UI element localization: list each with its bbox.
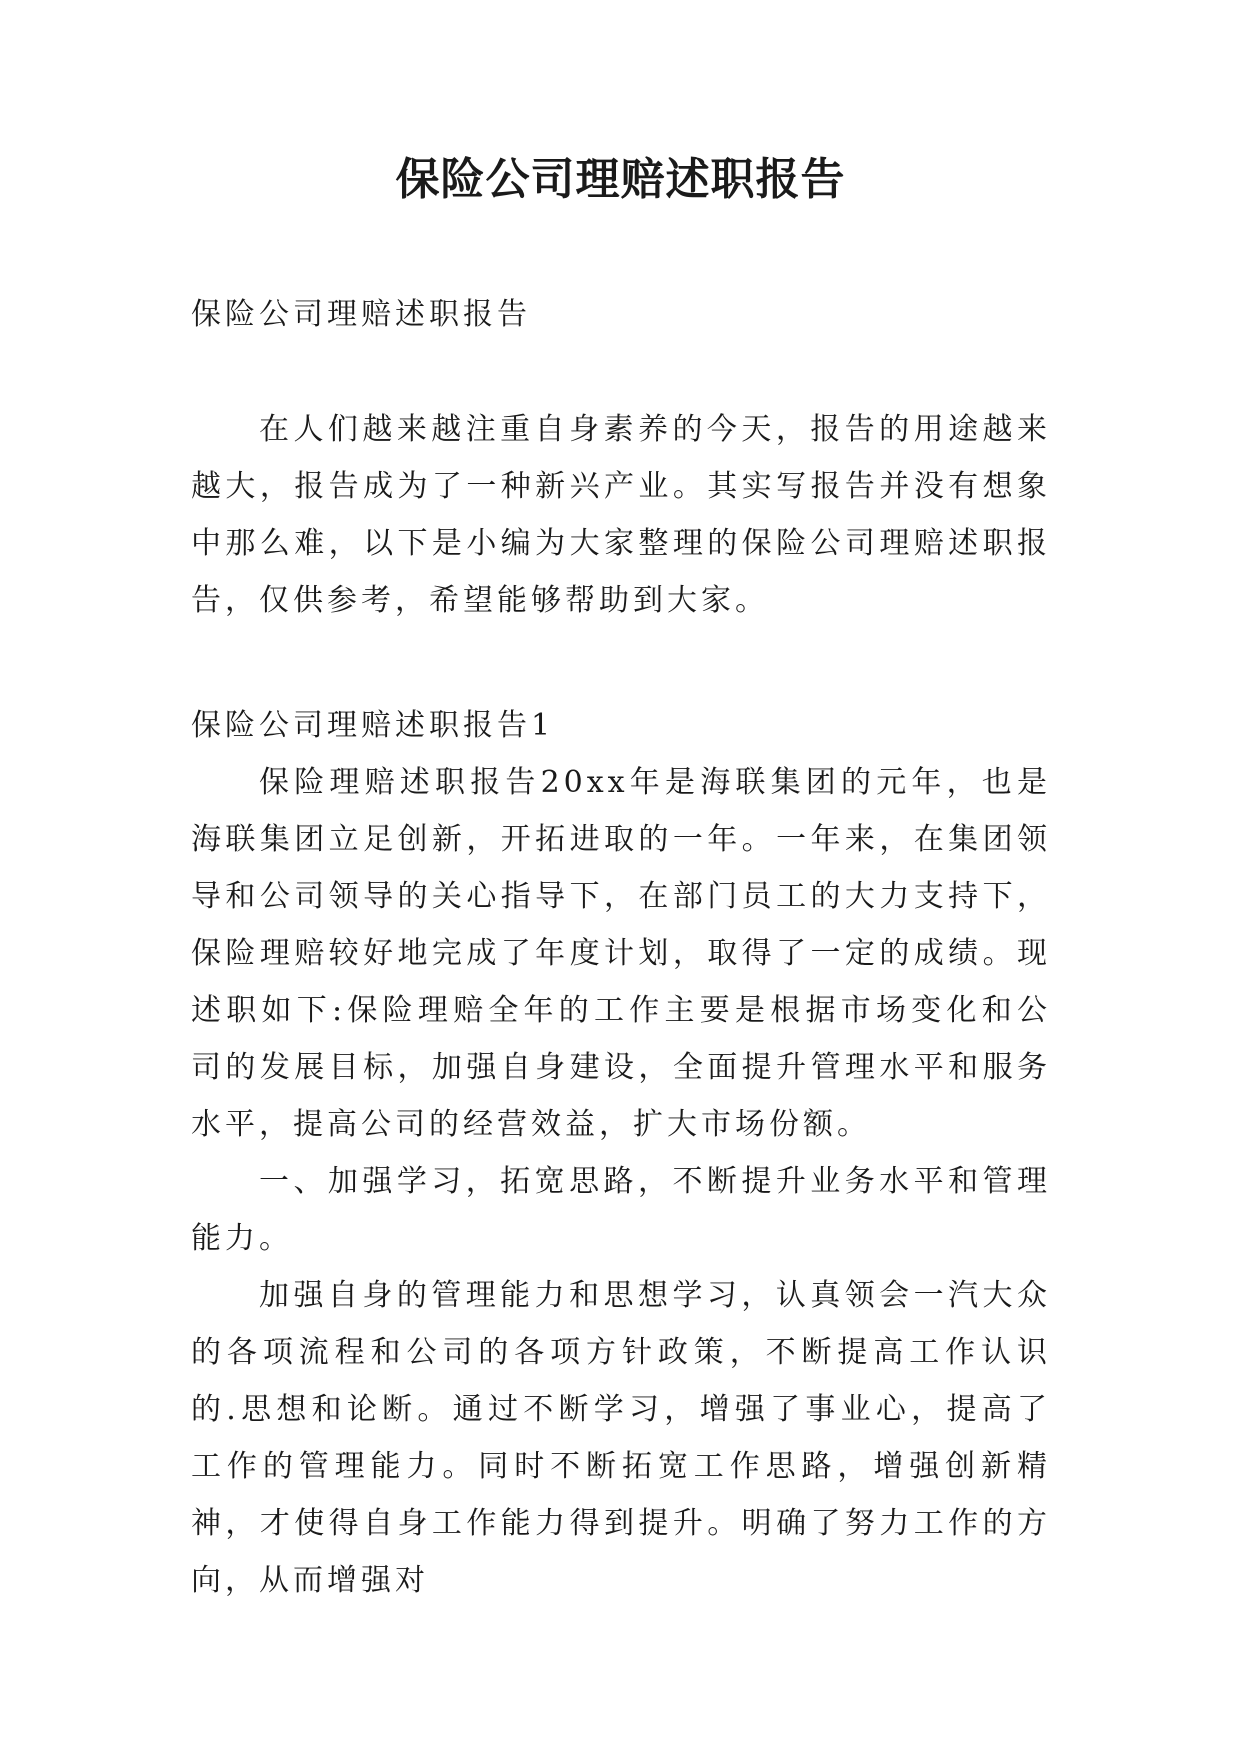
intro-paragraph: 在人们越来越注重自身素养的今天，报告的用途越来越大，报告成为了一种新兴产业。其实写报告并没有想象中那么难，以下是小编为大家整理的保险公司理赔述职报告，仅供参考，希望能够帮助到大家。 <box>191 412 1051 618</box>
body-paragraph: 一、加强学习，拓宽思路，不断提升业务水平和管理能力。 <box>191 1164 1051 1256</box>
body-paragraph: 保险理赔述职报告20xx年是海联集团的元年，也是海联集团立足创新，开拓进取的一年。一年来，在集团领导和公司领导的关心指导下，在部门员工的大力支持下，保险理赔较好地完成了年度计划，取得了一定的成绩。现述职如下:保险理赔全年的工作主要是根据市场变化和公司的发展目标，加强自身建设，全面提升管理水平和服务水平，提高公司的经营效益，扩大市场份额。 <box>191 765 1051 1142</box>
section-heading: 保险公司理赔述职报告1 <box>191 708 555 743</box>
document-subtitle: 保险公司理赔述职报告 <box>191 297 531 332</box>
body-paragraph: 加强自身的管理能力和思想学习，认真领会一汽大众的各项流程和公司的各项方针政策，不断提高工作认识的.思想和论断。通过不断学习，增强了事业心，提高了工作的管理能力。同时不断拓宽工作思路，增强创新精神，才使得自身工作能力得到提升。明确了努力工作的方向，从而增强对 <box>191 1278 1051 1598</box>
section-body <box>191 754 1051 1609</box>
document-title: 保险公司理赔述职报告 <box>395 154 846 205</box>
